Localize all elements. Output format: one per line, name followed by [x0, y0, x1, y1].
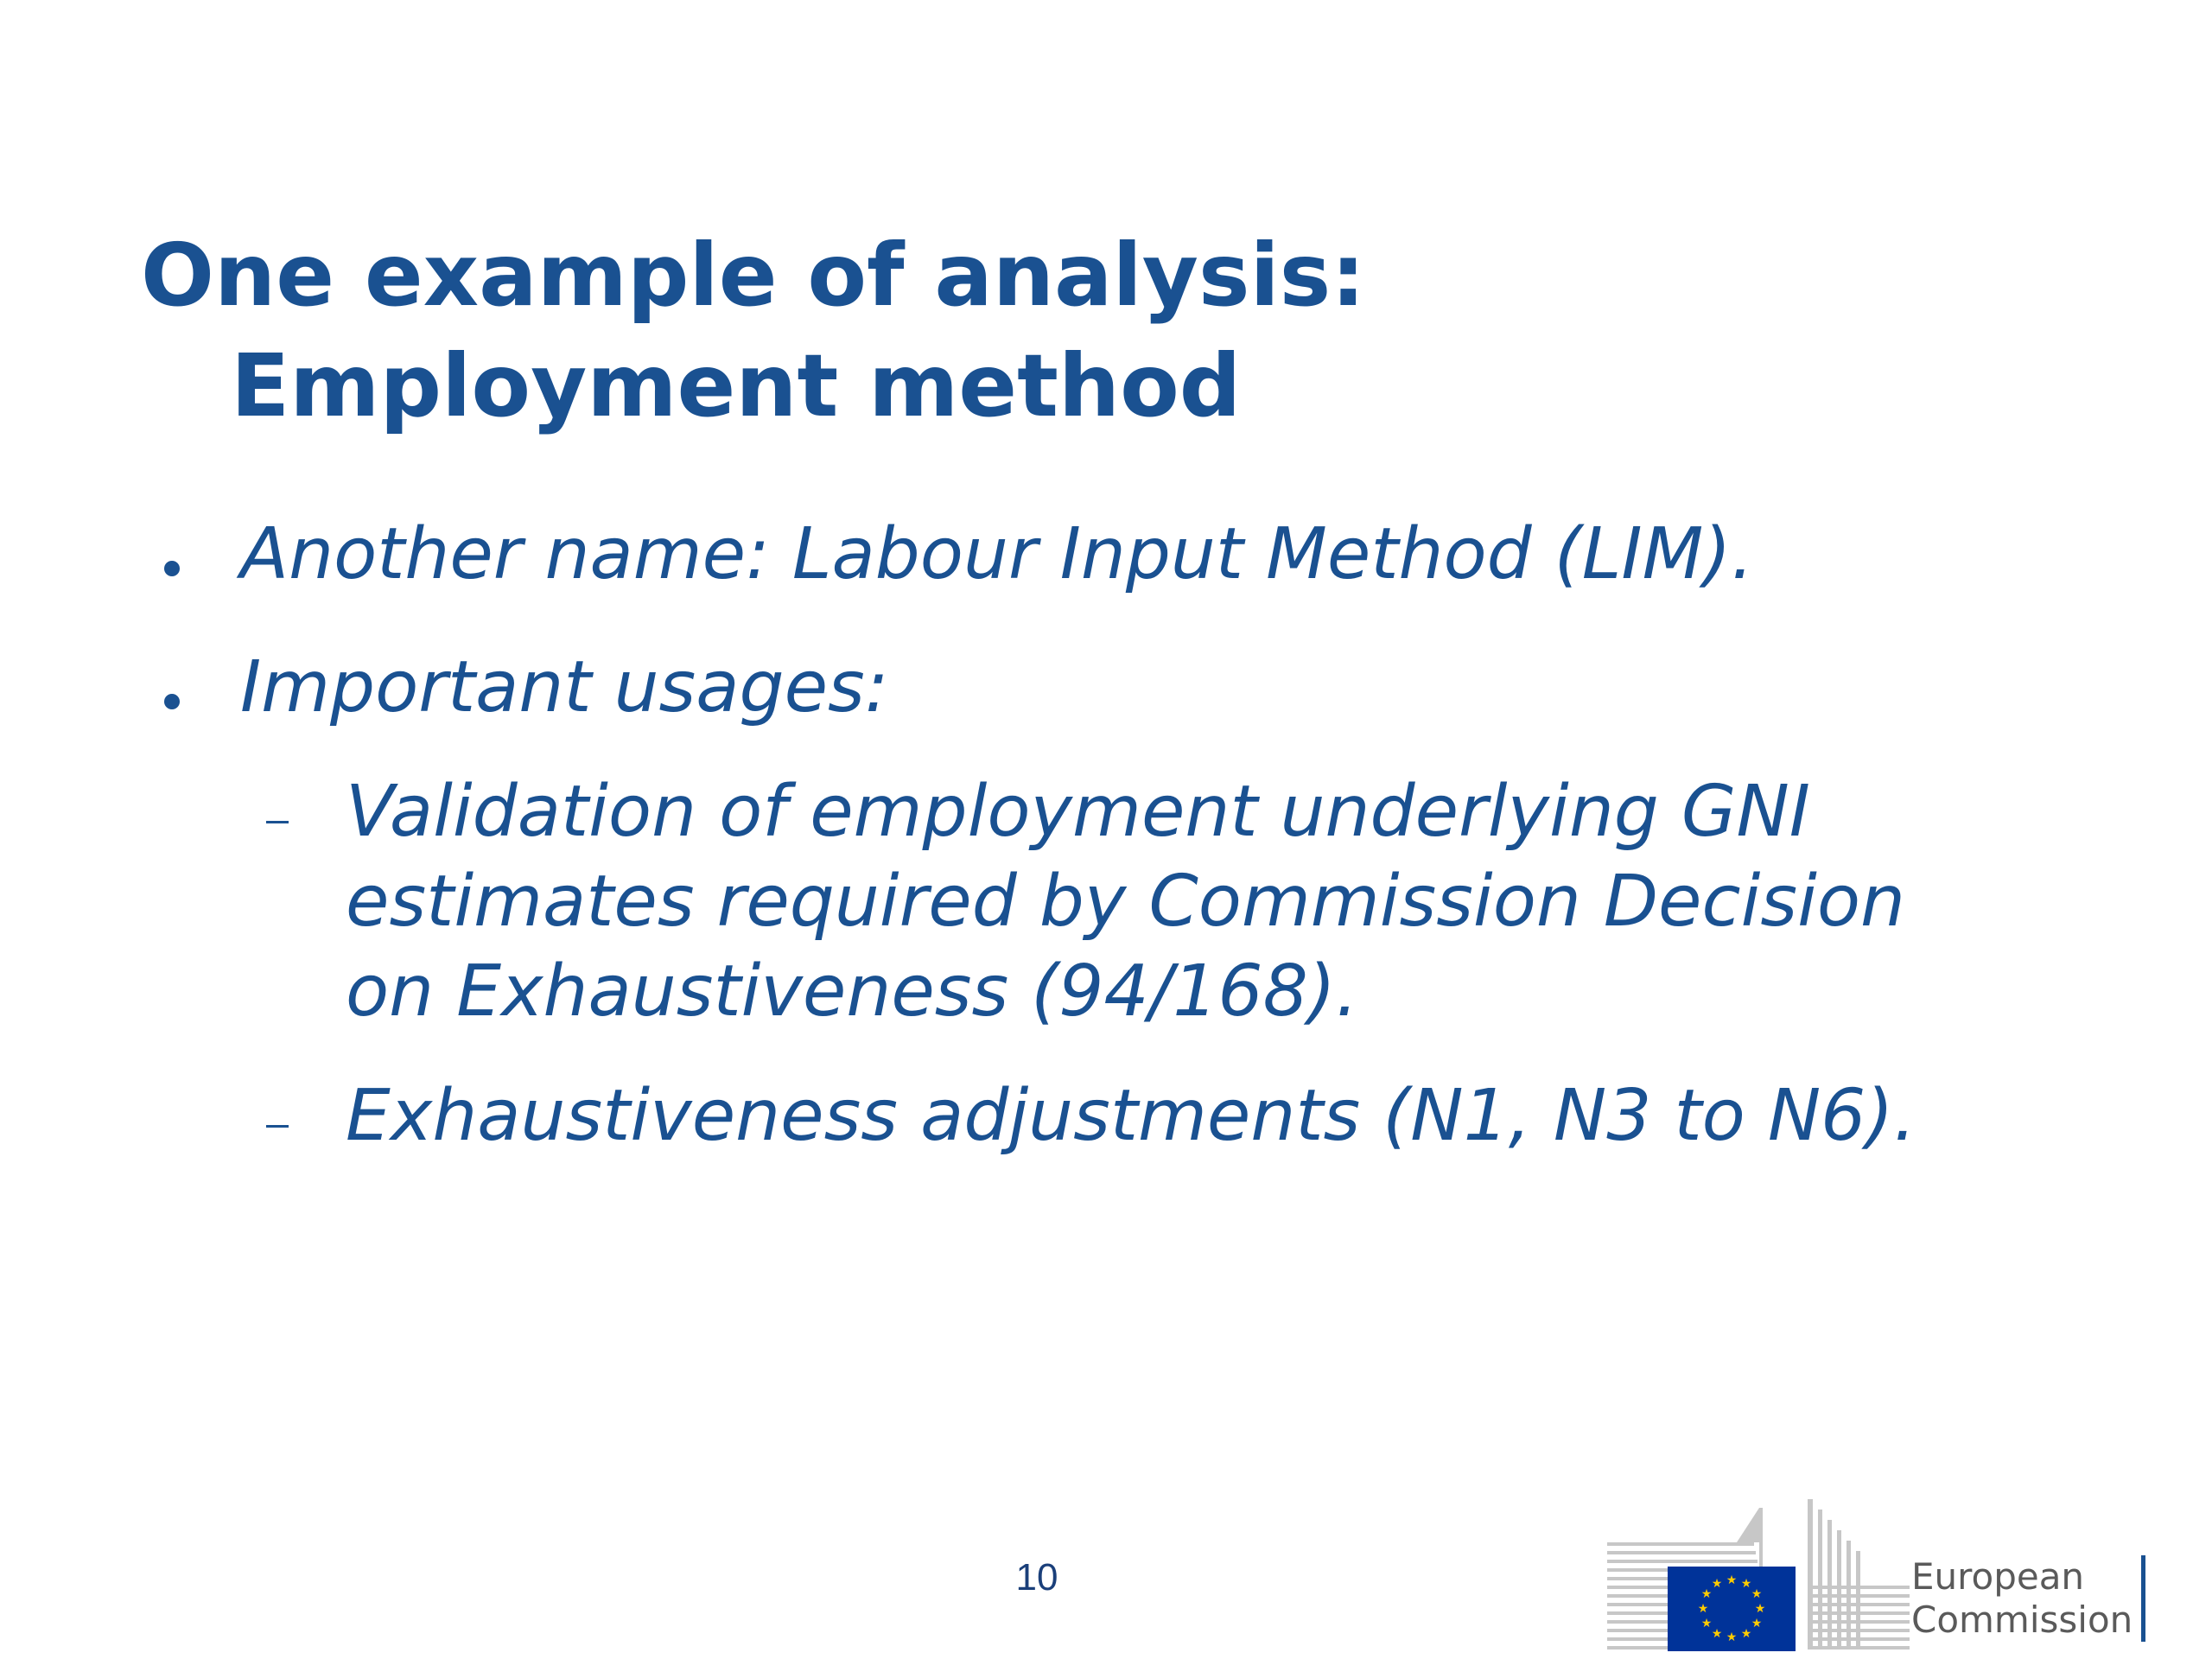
svg-text:★: ★ [1726, 1573, 1738, 1587]
svg-text:★: ★ [1700, 1617, 1713, 1630]
svg-text:★: ★ [1754, 1602, 1766, 1616]
svg-text:★: ★ [1726, 1630, 1738, 1644]
logo-wordmark-line-2: Commission [1911, 1599, 2133, 1641]
svg-text:★: ★ [1751, 1587, 1763, 1601]
sub-bullet-line: on Exhaustiveness (94/168). [346, 950, 1358, 1033]
sub-bullet-line: estimates required by Commission Decision [346, 861, 1906, 943]
svg-text:★: ★ [1751, 1617, 1763, 1630]
sub-bullet-line: Exhaustiveness adjustments (N1, N3 to N6). [346, 1075, 1916, 1157]
svg-text:★: ★ [1711, 1577, 1723, 1591]
sub-bullet-dash-icon [266, 1125, 289, 1128]
slide-title-line-2: Employment method [231, 335, 1242, 436]
page-number: 10 [1015, 1556, 1058, 1599]
bullet-dot-icon [164, 694, 180, 709]
svg-text:★: ★ [1700, 1587, 1713, 1601]
eu-flag-icon [1668, 1567, 1796, 1651]
svg-text:★: ★ [1711, 1627, 1723, 1641]
svg-text:★: ★ [1697, 1602, 1709, 1616]
bullet-item: Another name: Labour Input Method (LIM). [240, 513, 1754, 595]
logo-wordmark [1911, 1555, 2133, 1642]
bullet-item: Important usages: [240, 646, 889, 728]
bullet-dot-icon [164, 561, 180, 576]
logo-divider [2141, 1555, 2145, 1642]
sub-bullet-dash-icon [266, 821, 289, 823]
sub-bullet-line: Validation of employment underlying GNI [346, 771, 1810, 853]
logo-wordmark-line-1: European [1911, 1555, 2085, 1598]
slide-title-line-1: One example of analysis: [141, 225, 1366, 326]
svg-text:★: ★ [1740, 1577, 1752, 1591]
svg-text:★: ★ [1740, 1627, 1752, 1641]
